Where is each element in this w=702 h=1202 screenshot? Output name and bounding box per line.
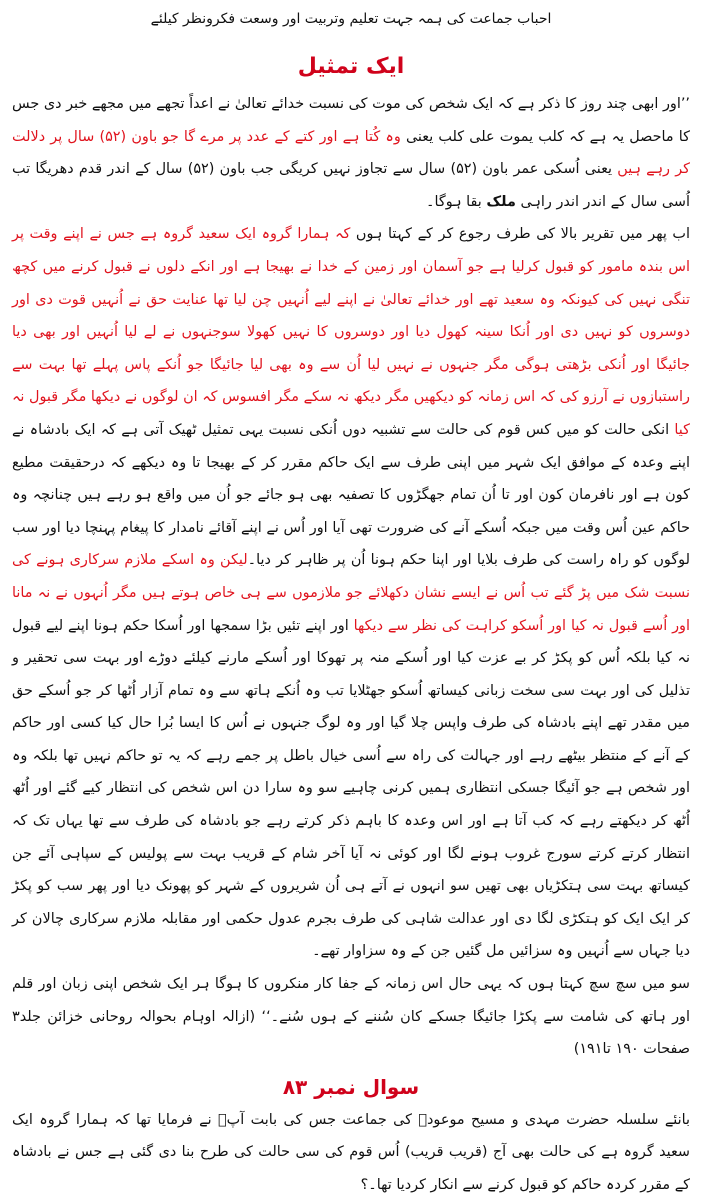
paragraph-conclusion-text: [12, 968, 690, 1066]
vision-text-3: بقا ہوگا۔: [426, 193, 487, 210]
question-text: بانئے سلسلہ حضرت مہدی و مسیح موعودؑ کی جماعت جس کی بابت آپؑ نے فرمایا تھا کہ ہمارا گروہ ایک سعید گروہ ہے کی حالت بھی آج (قریب قریب) اُس قوم کی سی حالت کی طرح بنا دی گئی ہے جس نے بادشاہ کے مقرر کردہ حاکم کو قبول کرنے سے انکار کردیا تھا۔؟: [12, 1111, 690, 1193]
vision-bold-word: ملک: [486, 193, 516, 210]
vision-text-2: یعنی اُسکی عمر باون (۵۲) سال سے تجاوز نہیں کریگی جب باون (۵۲) سال کے اندر قدم دھریگا تب اُسی سال کے اندر اندر راہی: [12, 161, 690, 210]
conclusion-text: سو میں سچ سچ کہتا ہوں کہ یہی حال اس زمانہ کے جفا کار منکروں کا ہوگا ہر ایک شخص اپنی زبان اور قلم اور ہاتھ کی شامت سے پکڑا جائیگا جسکے کان سُننے کے ہوں سُنے۔‘‘: [12, 976, 690, 1025]
parable-text-3: اور اپنے تئیں بڑا سمجھا اور اُسکا حکم ہونا اپنے لیے قبول نہ کیا بلکہ اُس کو پکڑ کر بے عزت کیا اور اُسکے منہ پر تھوکا اور اُسکے مارنے کیلئے دوڑے اور بہت سی تحقیر و تذلیل کی اور بہت سی سخت زبانی کیساتھ اُسکو جھٹلایا تب وہ اُنکے ہاتھ سے وہ تمام آزار اُٹھا کر جو اُسکے حق میں مقدر تھے اپنے بادشاہ کی طرف واپس چلا گیا اور وہ لوگ جنہوں نے اُس کا ایسا بُرا حال کیا کسی اور حاکم کے آنے کے منتظر بیٹھے رہے اور جہالت کی راہ سے اُسی خیال باطل پر جمے رہے کہ یہ تو حاکم نہیں تھا بلکہ وہ اور شخص ہے جو آئیگا جسکی انتظاری ہمیں کرنی چاہیے سو وہ سارا دن اس شخص کی انتظار کیے گئے اور اُٹھ اُٹھ کر دیکھتے رہے کہ کب آتا ہے اور اس وعدہ کا باہم ذکر کرتے رہے جو بادشاہ کی طرف سے تھا یہاں تک کہ انتظار کرتے کرتے سورج غروب ہونے لگا اور کوئی نہ آیا آخر شام کے قریب بہت سے پولیس کے سپاہی آئے جن کیساتھ بہت سی ہتکڑیاں بھی تھیں سو انہوں نے آتے ہی اُن شریروں کے شہر کو پھونک دیا اور پھر سب کو پکڑ کر ایک ایک کو ہتکڑی لگا دی اور عدالت شاہی کی طرف بجرم عدول حکمی اور مقابلہ ملازم سرکاری چالان کر دیا جہاں سے اُنہیں وہ سزائیں مل گئیں جن کے وہ سزاوار تھے۔: [12, 617, 690, 960]
paragraph-parable-text: [12, 218, 690, 968]
question-paragraph: [12, 1104, 690, 1202]
parable-text-2: انکی حالت کو میں کس قوم کی حالت سے تشبیہ دوں اُنکی نسبت یہی تمثیل ٹھیک آتی ہے کہ ایک بادشاہ نے اپنے وعدہ کے موافق ایک شہر میں اپنی طرف سے ایک حاکم مقرر کر کے بھیجا تا وہ دیکھے کہ درحقیقت مطیع کون ہے اور نافرمان کون اور تا اُن تمام جھگڑوں کا تصفیہ بھی ہو جائے جو اُن میں واقع ہو رہے ہیں چنانچہ وہ حاکم عین اُس وقت میں جبکہ اُسکے آنے کی ضرورت تھی آیا اور اُس نے اپنے آقائے نامدار کا پیغام پہنچا دیا اور سب لوگوں کو راہ راست کی طرف بلایا اور اپنا حکم ہونا اُن پر ظاہر کر دیا۔: [12, 421, 690, 569]
vision-highlight: وہ کُتا ہے اور کتے کے عدد پر مرے گا جو باون (۵۲) سال پر دلالت کر رہے ہیں: [12, 128, 690, 178]
parable-text-1: اب پھر میں تقریر بالا کی طرف رجوع کر کے کہتا ہوں: [350, 226, 690, 243]
section-title: ایک تمثیل: [297, 54, 405, 79]
parable-highlight-2: لیکن وہ اسکے ملازم سرکاری ہونے کی نسبت شک میں پڑ گئے تب اُس نے ایسے نشان دکھلائے جو ملازموں سے ہی خاص ہوتے ہیں مگر اُنہوں نے نہ مانا اور اُسے قبول نہ کیا اور اُسکو کراہت کی نظر سے دیکھا: [12, 552, 690, 634]
reference-citation: (ازالہ اوہام بحوالہ روحانی خزائن جلد۳ صفحات ۱۹۰ تا۱۹۱): [12, 1008, 690, 1058]
paragraph-vision-text: [12, 88, 690, 218]
question-title: سوال نمبر ۸۳: [282, 1074, 420, 1099]
paragraph-parable: [12, 218, 690, 968]
vision-text-1: ’’اور ابھی چند روز کا ذکر ہے کہ ایک شخص کی موت کی نسبت خدائے تعالیٰ نے اعداً تجھے میں مجھے خبر دی جس کا ماحصل یہ ہے کہ کلب یموت علی کلب یعنی: [12, 96, 691, 145]
parable-highlight-1: کہ ہمارا گروہ ایک سعید گروہ ہے جس نے اپنے وقت پر اس بندہ مامور کو قبول کرلیا ہے جو آسمان اور زمین کے خدا نے بھیجا ہے اور انکے دلوں نے قبول کرنے میں کچھ تنگی نہیں کی کیونکہ وہ سعید تھے اور خدائے تعالیٰ نے اپنے لیے اُنہیں چن لیا تھا عنایت حق نے اُنہیں قوت دی اور دوسروں کو نہیں دی اور اُنکا سینہ کھول دیا اور دوسروں کا نہیں کھولا سوجنہوں نے لے لیا اُنہیں اور بھی دیا جائیگا اور اُنکی بڑھتی ہوگی مگر جنہوں نے نہیں لیا اُن سے وہ بھی لیا جائیگا جو اُنکے پاس پہلے تھا بہت سے راستبازوں نے آرزو کی کہ اس زمانہ کو دیکھیں مگر دیکھ نہ سکے مگر افسوس کہ ان لوگوں نے دیکھا مگر قبول نہ کیا: [12, 226, 690, 438]
running-header: احباب جماعت کی ہمہ جہت تعلیم وتربیت اور وسعت فکرونظر کیلئے: [150, 11, 552, 27]
paragraph-conclusion: [12, 968, 690, 1066]
paragraph-vision: [12, 88, 690, 218]
